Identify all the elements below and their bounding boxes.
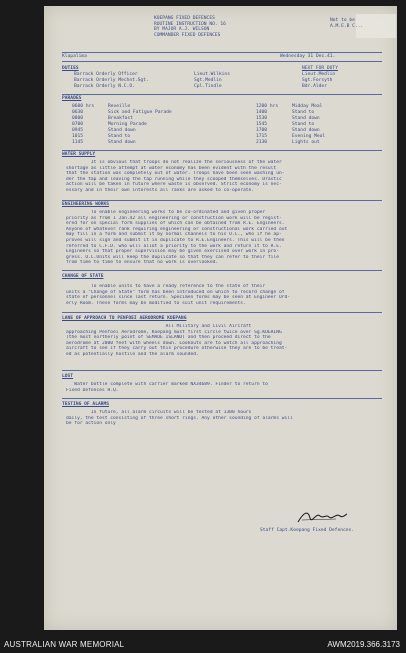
duty-name: Sgt.Medlin <box>194 78 222 83</box>
section-divider <box>62 150 382 151</box>
duty-next: Sgt.Forsyth <box>302 78 333 83</box>
text-line: To enable units to have a ready reference to the state of their <box>66 284 266 289</box>
text-line: ered for on special form supplies of which can be obtained from R.E. Engineers. <box>66 221 285 227</box>
parade-item: Evening Meal <box>292 134 326 139</box>
duty-name: Cpl.Tindle <box>194 84 222 89</box>
parade-time: 1700 <box>256 128 268 133</box>
header-line: KOEPANG FIXED DEFENCES <box>154 16 215 21</box>
section-title-duties: DUTIES <box>62 66 79 71</box>
section-title-engineering-works: ENGINEERING WORKS <box>62 202 110 207</box>
text-line: that the station was completely out of water. Troops have been seen washing un- <box>66 171 285 177</box>
text-line: approaching Penfoei Aerodrome, Koepang must first circle twice over Sg.KOERING <box>66 329 282 335</box>
parade-item: Stand down <box>108 140 136 145</box>
parade-time: 1530 <box>256 116 268 121</box>
parade-item: Breakfast <box>108 116 133 121</box>
parade-item: Stand down <box>292 116 320 121</box>
paragraph-change-of-state <box>66 284 384 306</box>
parade-item: Lights out <box>292 140 320 145</box>
archive-name: AUSTRALIAN WAR MEMORIAL <box>4 640 125 649</box>
location-date-bar <box>62 52 382 62</box>
parade-time: 0630 <box>72 110 84 115</box>
parade-time: 0600 hrs <box>72 104 95 109</box>
parade-item: Stand to <box>292 122 315 127</box>
section-title-lost: LOST <box>62 374 74 379</box>
parade-item: Sick and Fatigue Parade <box>108 110 172 115</box>
document-sheet <box>44 6 397 630</box>
text-line: gress. O.C.Units will keep the duplicate so that they can refer to their file <box>66 254 279 260</box>
text-line: from time to time to ensure that no work is overlooked. <box>66 260 219 266</box>
section-divider <box>62 398 382 399</box>
signature-block: Staff Capt.Koepang Fixed Defences. <box>260 528 355 533</box>
section-title-parades: PARADES <box>62 96 82 101</box>
text-line: essary and in their own interests all ranks are asked to co-operate. <box>66 187 255 193</box>
archive-footer <box>0 636 406 653</box>
text-line: ed as potentially hostile and the alarm sounded. <box>66 351 199 357</box>
parade-item: Midday Meal <box>292 104 323 109</box>
section-title-change-of-state: CHANGE OF STATE <box>62 274 104 279</box>
text-line: aircraft to see if they carry out this procedure otherwise they are to be treat- <box>66 346 288 352</box>
header-line: COMMANDER FIXED DEFENCES <box>154 32 221 38</box>
date: Wednesday 31 Dec.41. <box>280 54 336 59</box>
section-divider <box>62 200 382 201</box>
header-line: BY MAJOR A.J. WILSON <box>154 27 210 33</box>
parade-item: Stand down <box>292 128 320 133</box>
section-divider <box>62 270 382 271</box>
distribution-note <box>330 18 363 29</box>
text-line: be for action only <box>66 421 116 427</box>
parade-time: 0945 <box>72 128 84 133</box>
text-line: In future, all alarm circuits will be tested at 1300 hours <box>66 410 252 415</box>
parade-time: 1200 hrs <box>256 104 279 109</box>
parade-time: 1545 <box>256 122 268 127</box>
distribution-line: Not to be <box>330 18 355 23</box>
text-line: referred to C.F.D. who will allot a priority to the work and return it to R.E. <box>66 243 282 249</box>
paragraph-water-supply <box>66 160 384 194</box>
text-line: Fixed Defences H.Q. <box>66 387 119 393</box>
parade-time: 2130 <box>256 140 268 145</box>
duty-role: Barrack Orderly Mechnt.Sgt. <box>74 78 149 83</box>
header-line: ROUTINE INSTRUCTION NO. 16 <box>154 21 226 27</box>
duty-role: Barrack Orderly Officer <box>74 72 138 77</box>
paragraph-testing-of-alarms <box>66 410 384 427</box>
section-divider <box>62 370 382 371</box>
text-line: priority as from 1 Jan.42 all engineering or construction work will be regist- <box>66 215 282 221</box>
text-line: Engineers so that proper supervision may be given exercised over work in pro- <box>66 249 279 255</box>
text-line: All Military and Civil Aircraft <box>66 324 252 329</box>
location: Klapalima <box>62 54 87 59</box>
parade-time: 0800 <box>72 116 84 121</box>
section-divider <box>62 312 382 313</box>
paragraph-lost <box>66 382 384 393</box>
text-line: It is obvious that troops do not realize the seriousness of the water <box>66 160 282 165</box>
duty-next: Bdr.Alder <box>302 84 327 89</box>
text-line: proves will sign and submit it in duplicate to R.E.Engineers. This will be then <box>66 237 285 243</box>
section-title-lane-of-approach: LANE OF APPROACH TO PENFOEI AERODROME KOEPANG <box>62 316 187 321</box>
section-title-water-supply: WATER SUPPLY <box>62 152 96 157</box>
section-divider <box>62 94 382 95</box>
paragraph-lane-of-approach <box>66 324 384 358</box>
parade-time: 1145 <box>72 140 84 145</box>
parade-time: 0700 <box>72 122 84 127</box>
text-line: (the most northerly point of SEMAOE ISLAND) and then proceed direct to the <box>66 335 271 341</box>
parade-item: Stand to <box>108 134 131 139</box>
parade-time: 1715 <box>256 134 268 139</box>
text-line: Water bottle complete with carrier marked NX34689. Finder to return to <box>66 382 268 387</box>
text-line: action will be taken in future where waste is observed. Strict economy is nec- <box>66 182 282 188</box>
text-line: To enable engineering works to be co-ordinated and given proper <box>66 210 266 215</box>
next-for-duty-title: NEXT FOR DUTY <box>302 66 338 71</box>
section-title-testing-of-alarms: TESTING OF ALARMS <box>62 402 110 407</box>
text-line: shortage as little attempt at water economy has been evident with the result <box>66 165 277 171</box>
parade-item: Reveille <box>108 104 131 109</box>
text-line: state of personnel since last return. Specimen forms may be seen at Engineer Ord- <box>66 295 291 301</box>
duty-name: Lieut.Wilkins <box>194 72 230 77</box>
parade-item: Morning Parade <box>108 122 147 127</box>
text-line: erly Room. These forms may be modified to suit unit requirements. <box>66 300 246 306</box>
parade-item: Stand down <box>108 128 136 133</box>
text-line: units a "Change of State" form has been introduced on which to record change of <box>66 289 285 295</box>
parade-item: Stand to <box>292 110 315 115</box>
duty-next: Lieut.Medlin <box>302 72 336 77</box>
text-line: aerodrome at 2000 feet with wheels down. Lookouts are to watch all approaching <box>66 340 282 346</box>
text-line: daily, the test consisting of three short rings. Any other sounding of alarms will <box>66 415 293 421</box>
document-header <box>154 16 334 38</box>
distribution-line: A.M.E.B C... <box>330 23 364 29</box>
archive-reference: AWM2019.366.3173 <box>327 640 400 649</box>
signature <box>296 508 348 526</box>
parade-time: 1015 <box>72 134 84 139</box>
duty-role: Barrack Orderly N.C.O. <box>74 84 135 89</box>
text-line: Anyone of whatever rank requiring engineering or constructional work carried out <box>66 226 288 232</box>
parade-time: 1400 <box>256 110 268 115</box>
text-line: may fill in a form and submit it by normal channels to his O.C., who if he ap- <box>66 232 282 238</box>
text-line: der the tap and leaving the tap running while they scooped themselves. Drastic <box>66 176 282 182</box>
paragraph-engineering-works <box>66 210 384 266</box>
